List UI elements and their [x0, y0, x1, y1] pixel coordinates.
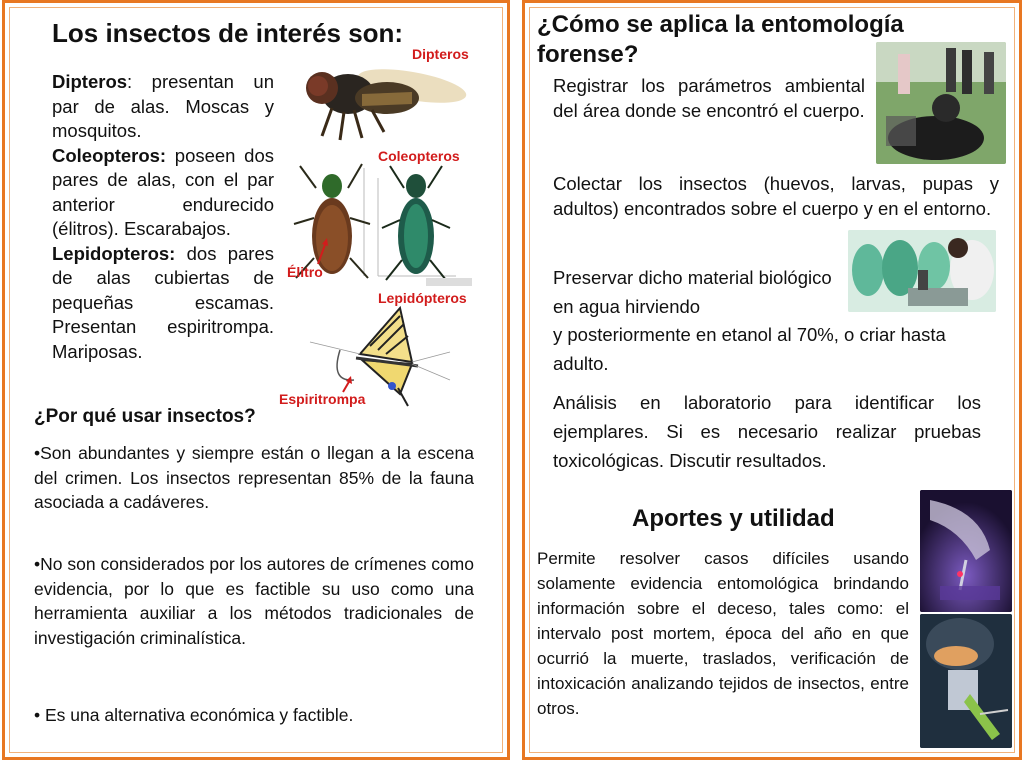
coleopteros-term: Coleopteros:: [52, 144, 167, 166]
bullet-1: •Son abundantes y siempre están o llegan a la escena del crimen. Los insectos representan 85% de la fauna asociada a cadáveres.: [34, 443, 474, 512]
bullet-3: • Es una alternativa económica y factible.: [34, 705, 354, 725]
caption-dipteros: Dipteros: [412, 46, 469, 62]
dipteros-term: Dipteros: [52, 71, 128, 92]
forensic-photo-1-art: [920, 490, 1012, 612]
fly-image: [292, 48, 474, 143]
lepidopteros-term: Lepidopteros:: [52, 242, 176, 264]
forensic-photo-2: [920, 614, 1012, 748]
lepidopteros-desc: [52, 242, 274, 365]
insects-title: Los insectos de interés son:: [52, 18, 404, 48]
caption-coleopteros: Coleopteros: [378, 148, 460, 164]
dipteros-text: : presentan un par de alas. Moscas y mosquitos.: [52, 71, 274, 141]
aportes-title: Aportes y utilidad: [632, 505, 835, 532]
coleopteros-desc: [52, 144, 274, 242]
dipteros-desc: [52, 70, 274, 144]
step-1: Registrar los parámetros ambiental del área donde se encontró el cuerpo.: [553, 75, 865, 121]
step-4: Análisis en laboratorio para identificar los ejemplares. Si es necesario realizar pruebas toxicológicas. Discutir resultados.: [553, 392, 981, 471]
step-3b: y posteriormente en etanol al 70%, o criar hasta adulto.: [553, 324, 946, 374]
aportes-text: Permite resolver casos difíciles usando solamente evidencia entomológica brindando información sobre el deceso, tales como: el intervalo post mortem, época del año en que ocurrió la muerte, traslados, verificación de intoxicación analizando tejidos de insectos, entre otros.: [537, 549, 909, 718]
why-title: ¿Por qué usar insectos?: [34, 406, 256, 427]
caption-lepidopteros: Lepidópteros: [378, 290, 467, 306]
espiritrompa-arrow-icon: [340, 376, 354, 394]
forensic-photo-1: [920, 490, 1012, 612]
step-3a: Preservar dicho material biológico en agua hirviendo: [553, 267, 832, 317]
caption-elitro: Élitro: [287, 264, 323, 280]
caption-espiritrompa: Espiritrompa: [279, 391, 366, 407]
forensic-photo-2-art: [920, 614, 1012, 748]
coleopteros-text: poseen dos pares de alas, con el par anterior endurecido (élitros). Escarabajos.: [52, 144, 274, 239]
step-2: Colectar los insectos (huevos, larvas, pupas y adultos) encontrados sobre el cuerpo y en el entorno.: [553, 173, 999, 219]
lab-photo: [848, 230, 996, 312]
insect-descriptions: [52, 70, 274, 364]
how-title: ¿Cómo se aplica la entomología forense?: [537, 11, 904, 68]
bullet-2: •No son considerados por los autores de crímenes como evidencia, por lo que es factible su uso como una herramienta auxiliar a los métodos tradicionales de investigación criminalística.: [34, 554, 474, 648]
lepidopteros-text: dos pares de alas cubiertas de pequeñas escamas. Presentan espiritrompa. Mariposas.: [52, 242, 274, 362]
field-photo-art: [876, 42, 1006, 164]
elitro-arrow-icon: [316, 236, 330, 266]
field-photo: [876, 42, 1006, 164]
lab-photo-art: [848, 230, 996, 312]
